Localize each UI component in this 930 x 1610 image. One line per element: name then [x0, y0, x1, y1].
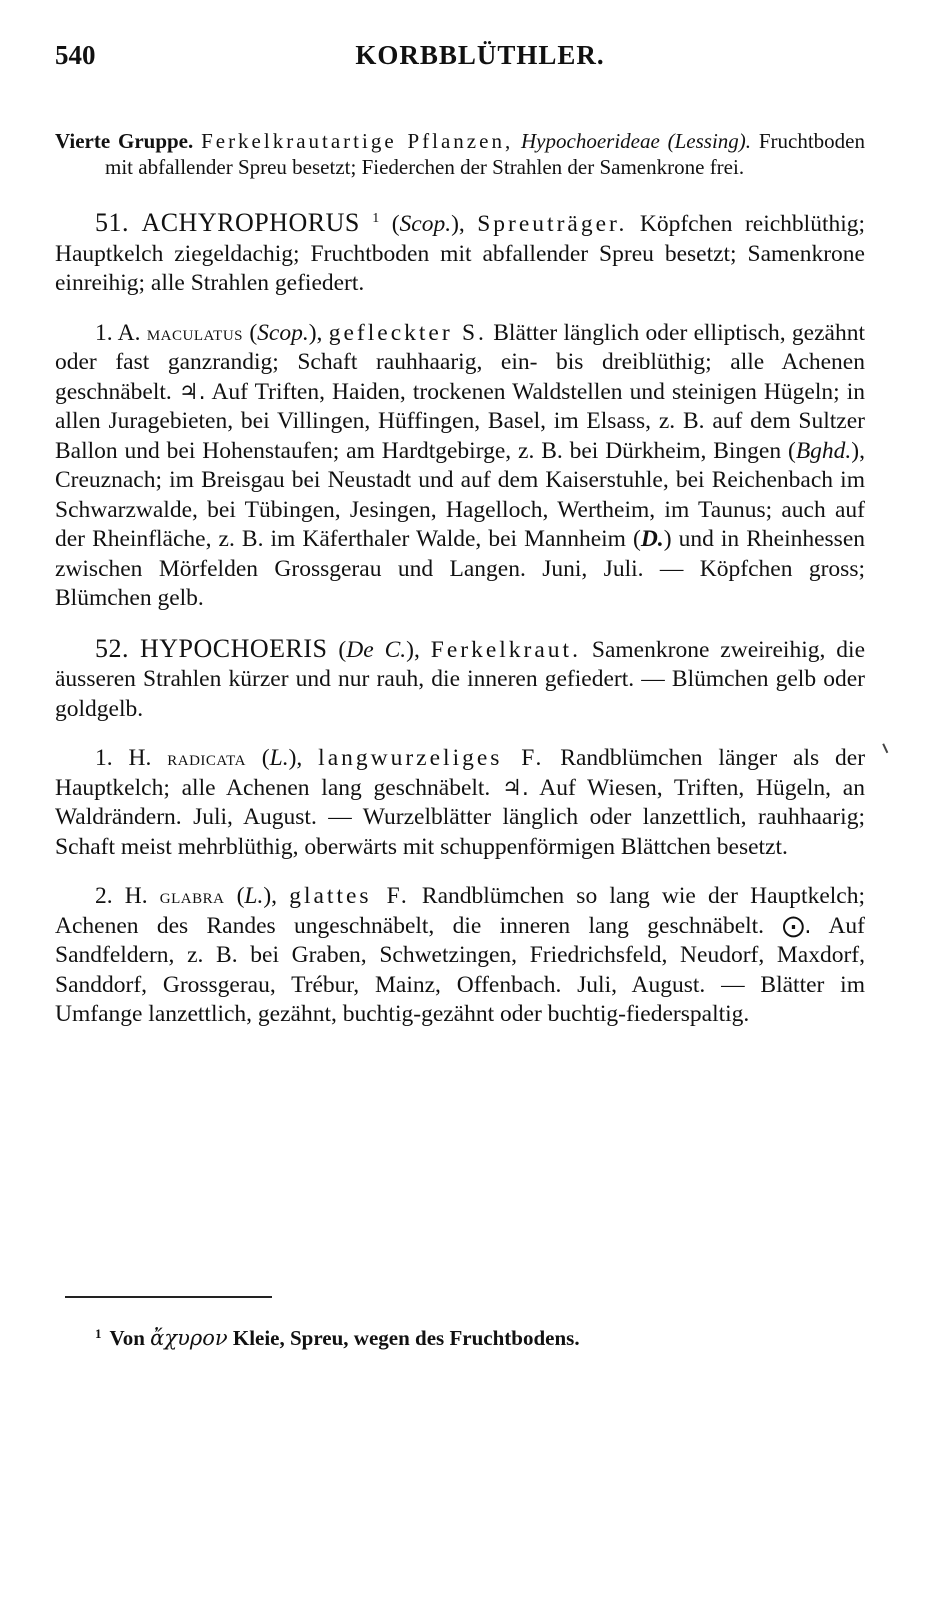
species-habitat-end: ) und in Rheinhessen zwischen Mörfelden Grossgerau und Langen. Juni, Juli. — Köpfchen gross; Blümchen gelb.: [55, 526, 866, 611]
perennial-symbol: ♃.: [502, 775, 529, 801]
species-author: L.: [244, 883, 264, 909]
genus-name: HYPOCHOERIS: [139, 633, 328, 663]
species-entry-radicata: [55, 744, 865, 862]
genus-common-name: Spreuträger.: [477, 211, 628, 237]
group-label: Vierte Gruppe.: [55, 129, 194, 153]
group-author: (Lessing).: [667, 129, 752, 153]
footnote-marker: 1: [95, 1326, 102, 1341]
author-paren-close: ),: [406, 636, 420, 663]
species-common-name: glattes F.: [289, 883, 410, 909]
species-entry-glabra: [55, 882, 865, 1030]
genus-entry-achyrophorus: [55, 208, 865, 299]
genus-number: 52.: [95, 633, 129, 663]
group-latin-name: Hypochoerideae: [521, 129, 660, 153]
genus-name: ACHYROPHORUS: [141, 208, 360, 237]
species-genus-abbr: H.: [128, 745, 152, 771]
species-genus-abbr: H.: [124, 883, 148, 909]
author-paren-close: ),: [451, 211, 465, 237]
footnote-text: Von: [109, 1326, 145, 1350]
genus-description: Köpfchen reichblüthig; Hauptkelch ziegeldachig; Fruchtboden mit abfallender Spreu besetzt; Samenkrone einreihig; alle Strahlen gefiedert.: [55, 211, 866, 296]
species-common-name: gefleckter S.: [328, 319, 487, 346]
annual-symbol: ⨀.: [782, 913, 812, 939]
collector-reference: D.: [640, 526, 664, 552]
author-paren-open: (: [249, 319, 258, 346]
species-entry-maculatus: [55, 319, 865, 614]
genus-author: Scop.: [399, 211, 452, 237]
species-description: Randblümchen so lang wie der Hauptkelch; Achenen des Randes ungeschnäbelt, die inneren lang geschnäbelt.: [55, 883, 866, 939]
genus-entry-hypochoeris: [55, 634, 865, 725]
author-paren-open: (: [236, 883, 245, 909]
species-number: 2.: [95, 883, 113, 909]
species-epithet: maculatus: [146, 320, 244, 345]
species-habitat: Auf Sandfeldern, z. B. bei Graben, Schwetzingen, Friedrichsfeld, Neudorf, Maxdorf, Sanddorf, Grossgerau, Trébur, Mainz, Offenbach. Juli, August. — Blätter im Umfange lanzettlich, gezähnt, buchtig-gezähnt oder buchtig-fiederspaltig.: [55, 912, 865, 1027]
perennial-symbol: ♃.: [178, 379, 206, 405]
species-number: 1.: [95, 319, 113, 346]
footnote-greek-word: ἄχυρον: [150, 1326, 228, 1350]
genus-common-name: Ferkelkraut.: [430, 636, 581, 663]
author-paren-close: ),: [308, 319, 323, 346]
species-habitat-continued: ), Creuznach; im Breisgau bei Neustadt und auf dem Kaiserstuhle, bei Reichenbach im Schwarzwalde, bei Tübingen, Jesingen, Hagelloch, Wertheim, im Taunus; auch auf der Rheinfläche, z. B. im Käferthaler Walde, bei Mannheim (: [55, 437, 865, 552]
footnote-text-continued: Kleie, Spreu, wegen des Fruchtbodens.: [232, 1326, 580, 1350]
species-habitat: Auf Wiesen, Triften, Hügeln, an Waldrändern. Juli, August. — Wurzelblätter länglich oder lanzettlich, rauhhaarig; Schaft meist mehrblüthig, oberwärts mit schuppenförmigen Blättchen besetzt.: [55, 774, 865, 860]
author-paren-close: ),: [263, 883, 278, 909]
species-author: L.: [269, 745, 289, 771]
group-heading: [55, 128, 865, 180]
genus-description: Samenkrone zweireihig, die äusseren Strahlen kürzer und nur rauh, die inneren gefiedert. — Blümchen gelb oder goldgelb.: [55, 636, 866, 722]
species-author: Scop.: [257, 319, 309, 346]
genus-author: De C.: [346, 636, 407, 663]
collector-reference: Bghd.: [795, 437, 852, 464]
species-genus-abbr: A.: [117, 319, 141, 346]
author-paren-open: (: [261, 745, 270, 771]
margin-mark: [882, 741, 893, 753]
group-description: Fruchtboden mit abfallender Spreu besetzt; Fiederchen der Strahlen der Samenkrone frei.: [105, 129, 865, 179]
running-title: KORBBLÜTHLER.: [355, 40, 605, 70]
page-body: [55, 128, 865, 1050]
genus-number: 51.: [95, 208, 129, 237]
species-description: Randblümchen länger als der Hauptkelch; alle Achenen lang geschnäbelt.: [55, 745, 866, 801]
species-number: 1.: [95, 745, 113, 771]
species-epithet: glabra: [159, 884, 225, 908]
species-common-name: langwurzeliges F.: [318, 745, 545, 771]
group-name: Ferkelkrautartige Pflanzen,: [201, 129, 514, 153]
footnote-divider: [65, 1296, 272, 1298]
footnote: [95, 1326, 580, 1351]
species-habitat: Auf Triften, Haiden, trockenen Waldstellen und steinigen Hügeln; in allen Juragebieten, bei Villingen, Hüffingen, Basel, im Elsass, z. B. auf dem Sultzer Ballon und bei Hohenstaufen; am Hardtgebirge, z. B. bei Dürkheim, Bingen (: [55, 378, 865, 464]
author-paren-open: (: [391, 211, 400, 237]
author-paren-close: ),: [288, 745, 303, 771]
page-number: 540: [55, 40, 96, 70]
footnote-reference: 1: [372, 211, 380, 226]
species-description: Blätter länglich oder elliptisch, gezähnt oder fast ganzrandig; Schaft rauhhaarig, ein- bis dreiblüthig; alle Achenen geschnäbelt.: [55, 319, 865, 405]
species-epithet: radicata: [167, 746, 246, 770]
author-paren-open: (: [338, 636, 347, 663]
page-header: [55, 40, 865, 80]
